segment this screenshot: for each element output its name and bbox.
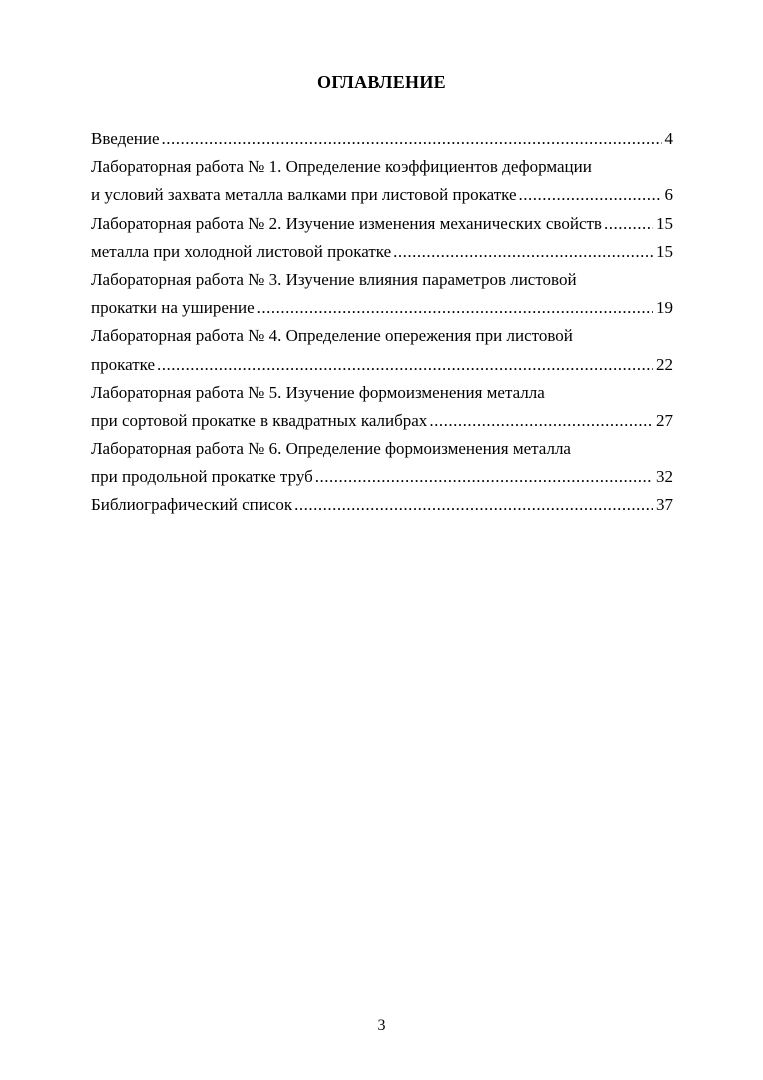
toc-entry-page: 15: [656, 213, 673, 233]
toc-leader-dots: [294, 491, 653, 519]
page-number: 3: [377, 1017, 386, 1034]
toc-entry-text: и условий захвата металла валками при листовой прокатке: [91, 185, 517, 205]
toc-entry-lab3-line2: [91, 294, 673, 322]
toc-entry-text: при сортовой прокатке в квадратных калибрах: [91, 410, 428, 430]
toc-entry-text: Лабораторная работа № 6. Определение формоизменения металла: [91, 439, 571, 459]
toc-entry-lab6-line2: [91, 463, 673, 491]
toc-entry-page: 6: [664, 185, 673, 205]
toc-entry-text: прокатке: [91, 354, 156, 374]
toc-entry-text: Введение: [91, 129, 160, 148]
toc-entry-page: 19: [656, 298, 673, 318]
toc-entry-lab4-line1: [91, 322, 673, 350]
toc-entry-lab6-line1: [91, 435, 673, 463]
toc-entry-text: прокатки на уширение: [91, 298, 255, 318]
toc-entry-lab4-line2: [91, 351, 673, 379]
toc-entry-lab2-line1: [91, 210, 673, 238]
toc-leader-dots: [257, 294, 653, 322]
toc-entry-text: при продольной прокатке труб: [91, 467, 313, 487]
toc-entry-introduction: [91, 125, 673, 153]
toc-entry-lab3-line1: [91, 266, 673, 294]
toc-leader-dots: [157, 351, 653, 379]
toc-entry-text: Лабораторная работа № 4. Определение опережения при листовой: [91, 326, 573, 346]
toc-entry-text: Лабораторная работа № 3. Изучение влияния параметров листовой: [91, 269, 577, 289]
toc-entry-bibliography: [91, 491, 673, 519]
toc-entry-page: 22: [656, 354, 673, 374]
toc-entry-text: Лабораторная работа № 2. Изучение изменения механических свойств: [91, 213, 602, 233]
toc-entry-text: Лабораторная работа № 5. Изучение формоизменения металла: [91, 382, 545, 402]
toc-entry-lab5-line1: [91, 379, 673, 407]
toc-entry-text: Лабораторная работа № 1. Определение коэффициентов деформации: [91, 157, 592, 177]
toc-leader-dots: [315, 463, 653, 491]
toc-entry-lab2-line2: [91, 238, 673, 266]
toc-entry-text: металла при холодной листовой прокатке: [91, 241, 392, 261]
toc-leader-dots: [393, 238, 653, 266]
toc-entry-page: 37: [656, 495, 673, 515]
page-title: ОГЛАВЛЕНИЕ: [317, 72, 446, 92]
toc-leader-dots: [429, 407, 653, 435]
toc-entry-page: 15: [656, 241, 673, 261]
toc-leader-dots: [162, 125, 662, 153]
toc-entry-page: 27: [656, 410, 673, 430]
toc-leader-dots: [604, 210, 653, 238]
toc-entry-lab1-line2: [91, 181, 673, 209]
toc-leader-dots: [519, 181, 662, 209]
table-of-contents: [91, 125, 673, 520]
toc-entry-lab5-line2: [91, 407, 673, 435]
toc-entry-page: 32: [656, 467, 673, 487]
toc-entry-page: 4: [664, 129, 673, 148]
toc-entry-lab1-line1: [91, 153, 673, 181]
toc-entry-text: Библиографический список: [91, 495, 293, 515]
